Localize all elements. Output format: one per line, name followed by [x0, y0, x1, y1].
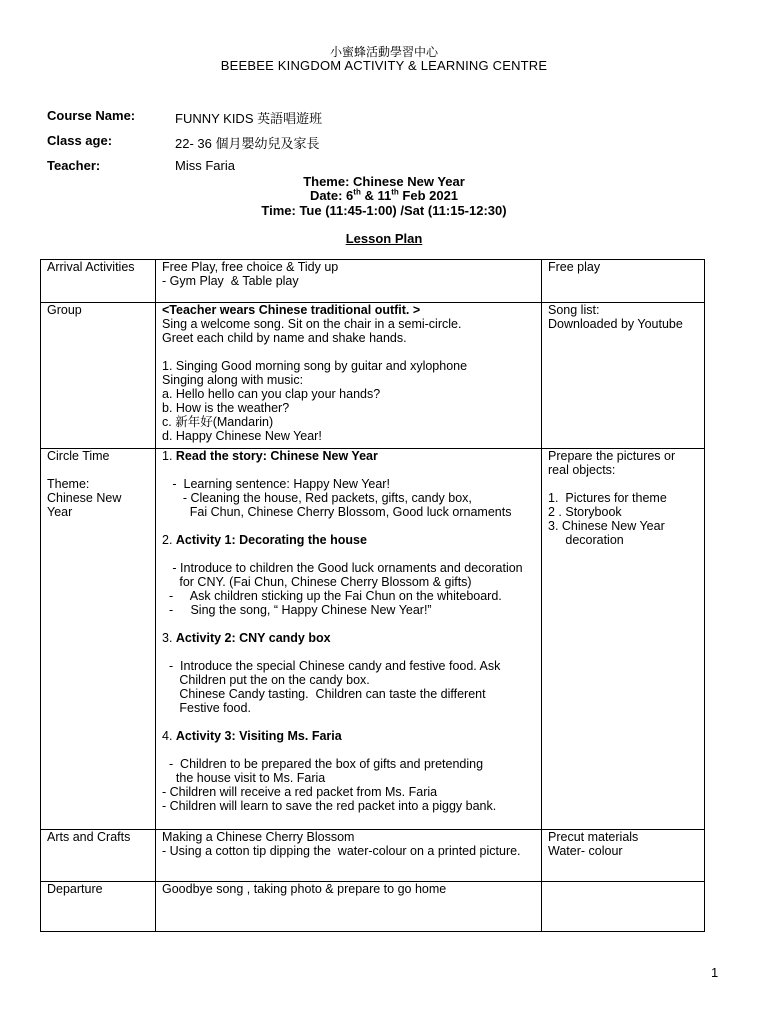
notes-cell	[542, 830, 705, 882]
text-line: Year	[47, 505, 73, 519]
notes-cell	[542, 882, 705, 932]
text-line: 1. Read the story: Chinese New Year	[162, 449, 378, 463]
text-line: the house visit to Ms. Faria	[162, 771, 326, 785]
text-line	[162, 645, 538, 659]
text-line: Group	[47, 303, 82, 317]
date-end: Feb 2021	[398, 188, 459, 203]
activity-2-heading: Activity 2: CNY candy box	[175, 631, 331, 645]
section-cell	[41, 303, 156, 449]
text-line: d. Happy Chinese New Year!	[162, 429, 322, 443]
text-line	[162, 743, 538, 757]
date-prefix: Date: 6	[309, 188, 354, 203]
text-line: 3. Activity 2: CNY candy box	[162, 631, 331, 645]
text-line: - Cleaning the house, Red packets, gifts, candy box,	[162, 491, 472, 505]
text-line	[162, 715, 538, 729]
text-line: Chinese New	[47, 491, 122, 505]
course-name-value: FUNNY KIDS 英語唱遊班	[175, 111, 323, 126]
org-name-chinese: 小蜜蜂活動學習中心	[329, 45, 438, 59]
notes-cell	[542, 260, 705, 303]
text-line: Arrival Activities	[47, 260, 135, 274]
text-line: - Using a cotton tip dipping the water-colour on a printed picture.	[162, 844, 521, 858]
content-cell	[156, 882, 542, 932]
text-line: Goodbye song , taking photo & prepare to go home	[162, 882, 447, 896]
page-number: 1	[711, 965, 719, 980]
text-line: - Learning sentence: Happy New Year!	[162, 477, 390, 491]
lesson-plan-table	[40, 259, 705, 932]
text-line: Downloaded by Youtube	[548, 317, 683, 331]
text-line: <Teacher wears Chinese traditional outfit. >	[162, 303, 421, 317]
notes-cell	[542, 303, 705, 449]
text-line: 1. Pictures for theme	[548, 491, 667, 505]
text-line: Free play	[548, 260, 601, 274]
text-line: Prepare the pictures or	[548, 449, 676, 463]
text-line: Chinese Candy tasting. Children can taste the different	[162, 687, 486, 701]
org-name-english: BEEBEE KINGDOM ACTIVITY & LEARNING CENTRE	[220, 58, 548, 73]
table-row	[41, 449, 705, 830]
section-cell	[41, 260, 156, 303]
text-line	[162, 519, 538, 533]
text-line: Making a Chinese Cherry Blossom	[162, 830, 355, 844]
text-line: Greet each child by name and shake hands.	[162, 331, 407, 345]
text-line: 4. Activity 3: Visiting Ms. Faria	[162, 729, 342, 743]
text-line: Water- colour	[548, 844, 623, 858]
text-line	[162, 463, 538, 477]
text-line: - Children to be prepared the box of gifts and pretending	[162, 757, 484, 771]
text-line	[162, 345, 538, 359]
table-row	[41, 303, 705, 449]
teacher-label: Teacher:	[47, 158, 101, 173]
text-line: Sing a welcome song. Sit on the chair in a semi-circle.	[162, 317, 462, 331]
text-line	[162, 547, 538, 561]
text-line: - Children will receive a red packet from Ms. Faria	[162, 785, 438, 799]
text-line: a. Hello hello can you clap your hands?	[162, 387, 381, 401]
class-age-label: Class age:	[47, 133, 113, 148]
text-line: Festive food.	[162, 701, 251, 715]
text-line: Singing along with music:	[162, 373, 304, 387]
course-name-label: Course Name:	[47, 108, 136, 123]
date-line	[0, 188, 768, 203]
teacher-value: Miss Faria	[175, 158, 235, 173]
content-cell	[156, 449, 542, 830]
section-cell	[41, 882, 156, 932]
text-line: 1. Singing Good morning song by guitar and xylophone	[162, 359, 468, 373]
text-line: b. How is the weather?	[162, 401, 290, 415]
text-line: Children put the on the candy box.	[162, 673, 370, 687]
text-line: - Introduce to children the Good luck ornaments and decoration	[162, 561, 523, 575]
table-row	[41, 882, 705, 932]
text-line: c. 新年好(Mandarin)	[162, 415, 274, 429]
section-cell	[41, 449, 156, 830]
time-line: Time: Tue (11:45-1:00) /Sat (11:15-12:30)	[261, 203, 507, 218]
notes-cell	[542, 449, 705, 830]
date-suffix-2: th	[391, 187, 399, 197]
content-cell	[156, 260, 542, 303]
text-line: real objects:	[548, 463, 616, 477]
date-suffix-1: th	[353, 187, 361, 197]
text-line: Departure	[47, 882, 103, 896]
section-cell	[41, 830, 156, 882]
text-line: - Sing the song, “ Happy Chinese New Year!”	[162, 603, 432, 617]
text-line: - Ask children sticking up the Fai Chun on the whiteboard.	[162, 589, 502, 603]
text-line: 2. Activity 1: Decorating the house	[162, 533, 367, 547]
theme-line: Theme: Chinese New Year	[303, 174, 465, 189]
activity-3-heading: Activity 3: Visiting Ms. Faria	[175, 729, 342, 743]
text-line: - Introduce the special Chinese candy and festive food. Ask	[162, 659, 501, 673]
text-line: Precut materials	[548, 830, 639, 844]
text-line: Song list:	[548, 303, 600, 317]
table-row	[41, 830, 705, 882]
lesson-plan-title: Lesson Plan	[345, 231, 423, 246]
text-line: - Gym Play & Table play	[162, 274, 299, 288]
text-line	[47, 463, 152, 477]
text-line: Theme:	[47, 477, 90, 491]
date-mid: & 11	[360, 188, 392, 203]
text-line: - Children will learn to save the red packet into a piggy bank.	[162, 799, 497, 813]
text-line: 3. Chinese New Year	[548, 519, 665, 533]
text-line: Free Play, free choice & Tidy up	[162, 260, 339, 274]
text-line	[548, 477, 701, 491]
content-cell	[156, 303, 542, 449]
text-line: decoration	[548, 533, 624, 547]
text-line: for CNY. (Fai Chun, Chinese Cherry Blossom & gifts)	[162, 575, 472, 589]
read-story-heading: Read the story: Chinese New Year	[175, 449, 378, 463]
text-line: 2 . Storybook	[548, 505, 622, 519]
text-line: Fai Chun, Chinese Cherry Blossom, Good luck ornaments	[162, 505, 512, 519]
text-line: Arts and Crafts	[47, 830, 131, 844]
text-line: Circle Time	[47, 449, 110, 463]
content-cell	[156, 830, 542, 882]
table-row	[41, 260, 705, 303]
text-line	[162, 617, 538, 631]
class-age-value: 22- 36 個月嬰幼兒及家長	[175, 136, 320, 151]
activity-1-heading: Activity 1: Decorating the house	[175, 533, 367, 547]
